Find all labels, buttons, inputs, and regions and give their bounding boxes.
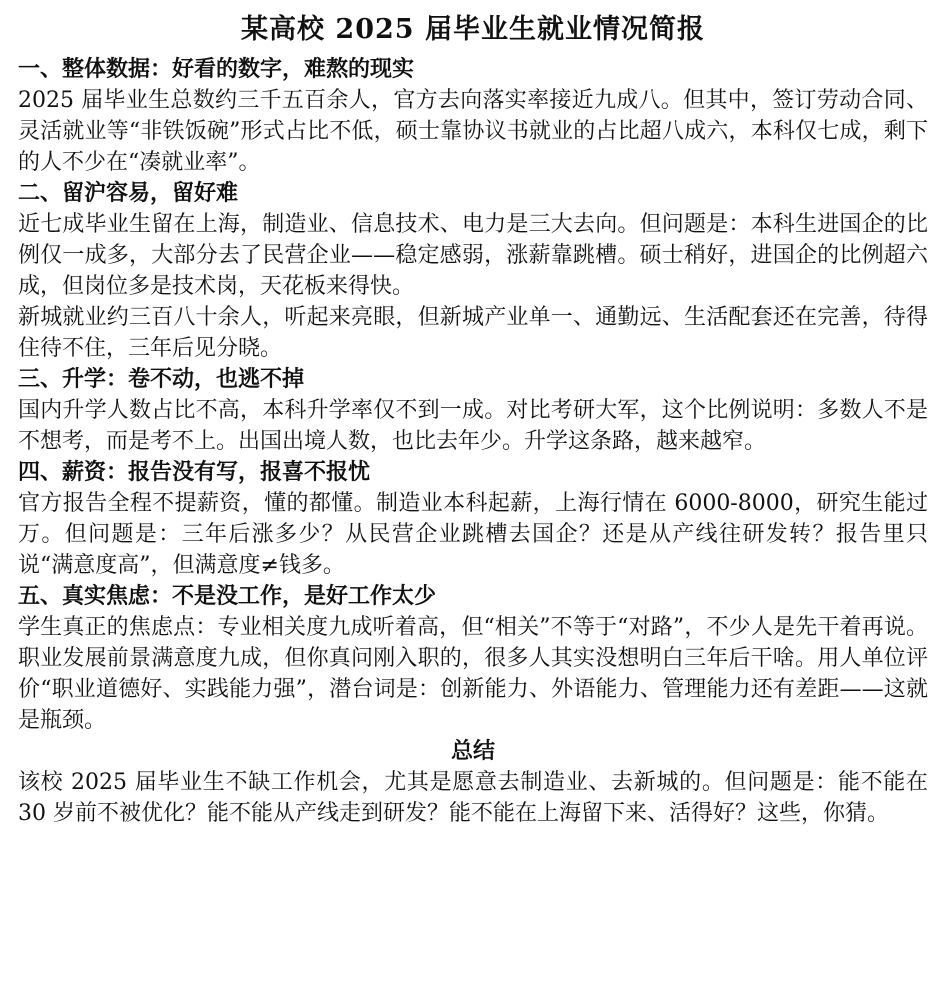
section-paragraph: 国内升学人数占比不高，本科升学率仅不到一成。对比考研大军，这个比例说明：多数人不是不想考，而是考不上。出国出境人数，也比去年少。升学这条路，越来越窄。 bbox=[18, 398, 928, 454]
section-paragraph: 2025 届毕业生总数约三千五百余人，官方去向落实率接近九成八。但其中，签订劳动合同、灵活就业等“非铁饭碗”形式占比不低，硕士靠协议书就业的占比超八成六，本科仅七成，剩下的人不少在“凑就业率”。 bbox=[18, 88, 928, 175]
section-paragraph: 官方报告全程不提薪资，懂的都懂。制造业本科起薪，上海行情在 6000-8000，研究生能过万。但问题是：三年后涨多少？从民营企业跳槽去国企？还是从产线往研发转？报告里只说“满意度高”，但满意度≠钱多。 bbox=[18, 491, 928, 578]
section-heading-further-study: 三、升学：卷不动，也逃不掉 bbox=[18, 366, 305, 392]
section-paragraph: 近七成毕业生留在上海，制造业、信息技术、电力是三大去向。但问题是：本科生进国企的比例仅一成多，大部分去了民营企业——稳定感弱，涨薪靠跳槽。硕士稍好，进国企的比例超六成，但岗位多是技术岗，天花板来得快。 bbox=[18, 212, 928, 299]
summary-heading: 总结 bbox=[450, 738, 495, 764]
section-paragraph: 学生真正的焦虑点：专业相关度九成听着高，但“相关”不等于“对路”，不少人是先干着再说。职业发展前景满意度九成，但你真问刚入职的，很多人其实没想明白三年后干啥。用人单位评价“职业道德好、实践能力强”，潜台词是：创新能力、外语能力、管理能力还有差距——这就是瓶颈。 bbox=[18, 615, 928, 733]
section-paragraph: 新城就业约三百八十余人，听起来亮眼，但新城产业单一、通勤远、生活配套还在完善，待得住待不住，三年后见分晓。 bbox=[18, 305, 928, 361]
section-heading-shanghai: 二、留沪容易，留好难 bbox=[18, 180, 239, 206]
section-heading-anxiety: 五、真实焦虑：不是没工作，是好工作太少 bbox=[18, 583, 437, 609]
report-title: 某高校 2025 届毕业生就业情况简报 bbox=[241, 14, 705, 45]
section-heading-overall: 一、整体数据：好看的数字，难熬的现实 bbox=[18, 56, 415, 82]
summary-paragraph: 该校 2025 届毕业生不缺工作机会，尤其是愿意去制造业、去新城的。但问题是：能不能在 30 岁前不被优化？能不能从产线走到研发？能不能在上海留下来、活得好？这些，你猜。 bbox=[18, 770, 928, 826]
section-heading-salary: 四、薪资：报告没有写，报喜不报忧 bbox=[18, 459, 371, 485]
